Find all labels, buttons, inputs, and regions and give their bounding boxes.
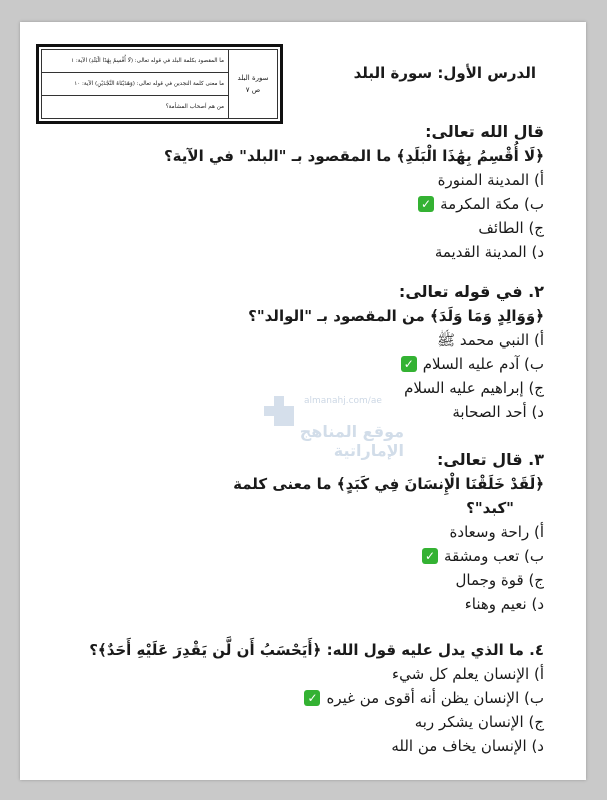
option-label: د) الإنسان يخاف من الله	[391, 737, 544, 755]
option-label: ب) مكة المكرمة	[440, 195, 544, 213]
question-4-option-c[interactable]	[89, 710, 544, 734]
check-icon: ✓	[304, 690, 320, 706]
question-4-option-b[interactable]	[89, 686, 544, 710]
question-1-option-d[interactable]	[164, 240, 544, 264]
option-label: ج) قوة وجمال	[455, 571, 544, 589]
option-label: أ) راحة وسعادة	[449, 523, 544, 541]
header-label	[228, 50, 277, 118]
option-label: أ) النبي محمد ﷺ	[437, 331, 544, 349]
watermark-name: موقع المناهج الإماراتية	[299, 422, 404, 460]
check-icon: ✓	[401, 356, 417, 372]
question-1-text: ﴿لَا أُقْسِمُ بِهَٰذَا الْبَلَدِ﴾ ما المقصود بـ "البلد" في الآية؟	[163, 147, 544, 165]
watermark	[264, 396, 404, 460]
question-3-option-b[interactable]	[233, 544, 544, 568]
question-4-option-a[interactable]	[89, 662, 544, 686]
option-label: د) نعيم وهناء	[464, 595, 544, 613]
question-1	[164, 120, 544, 264]
question-2-option-b[interactable]	[248, 352, 544, 376]
question-4-head: ٤. ما الذي يدل عليه قول الله: ﴿أَيَحْسَبُ أَن لَّن يَقْدِرَ عَلَيْهِ أَحَدٌ﴾؟	[89, 641, 544, 659]
header-row-1: ما المقصود بكلمة البلد في قوله تعالى: (لَا أُقْسِمُ بِهَٰذَا الْبَلَدِ) الآية: ١	[42, 50, 228, 73]
question-3-head: ٣. قال تعالى:	[437, 450, 544, 469]
option-label: ج) إبراهيم عليه السلام	[404, 379, 544, 397]
option-label: ب) تعب ومشقة	[444, 547, 544, 565]
question-1-head: قال الله تعالى:	[425, 122, 544, 141]
option-label: ج) الطائف	[478, 219, 544, 237]
question-3-option-a[interactable]	[233, 520, 544, 544]
option-label: أ) الإنسان يعلم كل شيء	[392, 665, 544, 683]
option-label: د) المدينة القديمة	[434, 243, 544, 261]
option-label: ب) الإنسان يظن أنه أقوى من غيره	[326, 689, 544, 707]
question-3-text-continued: "كبد"؟	[466, 499, 514, 517]
option-label: أ) المدينة المنورة	[437, 171, 544, 189]
question-3	[233, 448, 544, 616]
worksheet-page	[20, 22, 586, 780]
check-icon: ✓	[418, 196, 434, 212]
header-label-surah: سورة البلد	[237, 74, 269, 82]
question-1-option-b[interactable]	[164, 192, 544, 216]
question-2-head: ٢. في قوله تعالى:	[398, 282, 544, 301]
question-2-option-a[interactable]	[248, 328, 544, 352]
question-3-text: ﴿لَقَدْ خَلَقْنَا الْإِنسَانَ فِي كَبَدٍ﴾ ما معنى كلمة	[233, 475, 544, 493]
header-table	[36, 44, 283, 124]
header-row-2: ما معنى كلمة النجدين في قوله تعالى: (وَهَدَيْنَاهُ النَّجْدَيْنِ) الآية: ١٠	[42, 73, 228, 96]
option-label: ب) آدم عليه السلام	[422, 355, 544, 373]
option-label: د) أحد الصحابة	[452, 403, 544, 421]
option-label: ج) الإنسان يشكر ربه	[414, 713, 544, 731]
header-row-3: من هم أصحاب المشأمة؟	[165, 104, 224, 110]
question-4-option-d[interactable]	[89, 734, 544, 758]
question-3-option-c[interactable]	[233, 568, 544, 592]
question-3-option-d[interactable]	[233, 592, 544, 616]
watermark-url: almanahj.com/ae	[304, 396, 382, 406]
question-2-text: ﴿وَوَالِدٍ وَمَا وَلَدَ﴾ من المقصود بـ "الوالد"؟	[248, 307, 544, 325]
lesson-title: الدرس الأول: سورة البلد	[353, 64, 536, 82]
question-4	[89, 638, 544, 758]
header-label-page: ص ٧	[245, 86, 261, 94]
question-1-option-c[interactable]	[164, 216, 544, 240]
question-1-option-a[interactable]	[164, 168, 544, 192]
check-icon: ✓	[422, 548, 438, 564]
